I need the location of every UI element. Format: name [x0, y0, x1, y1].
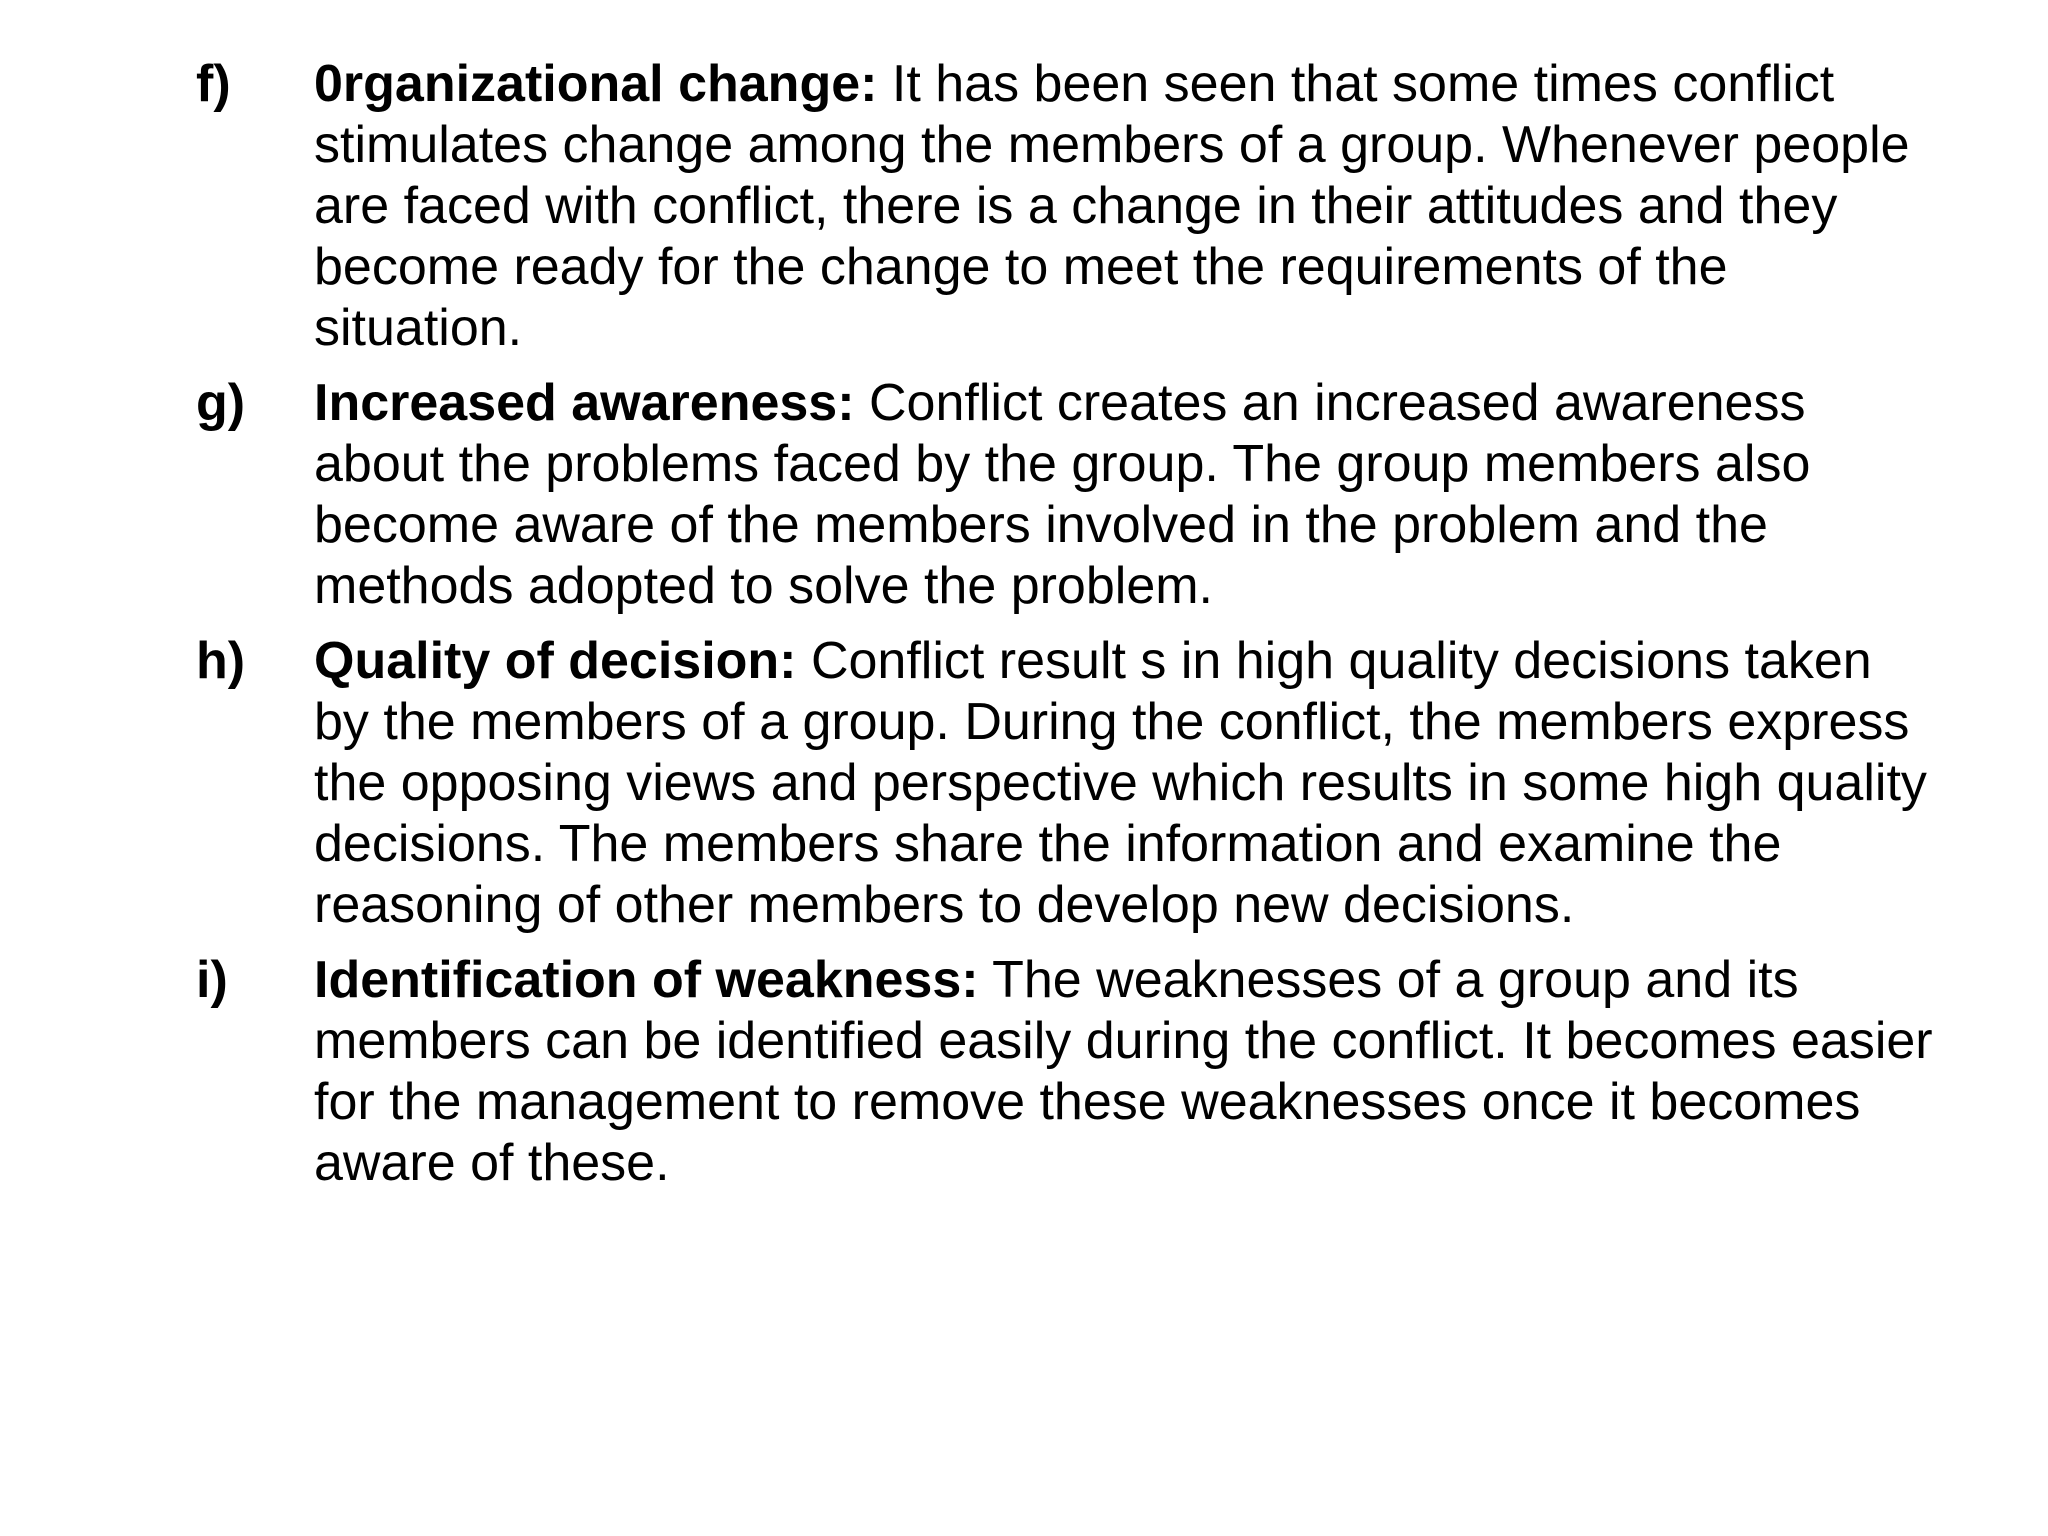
- item-description: The weaknesses of a group and its members can be identified easily during the conflict. It becomes easier for the management to remove these weaknesses once it becomes aware of these.: [314, 951, 1933, 1192]
- list-marker: h): [196, 632, 246, 690]
- item-description: Conflict result s in high quality decisions taken by the members of a group. During the conflict, the members express the opposing views and perspective which results in some high quality decisions. The members share the information and examine the reasoning of other members to develop new decisions.: [314, 632, 1927, 934]
- item-description: It has been seen that some times conflict stimulates change among the members of a group. Whenever people are faced with conflict, there is a change in their attitudes and they become ready for the change to meet the requirements of the situation.: [314, 55, 1910, 357]
- list-item: [196, 54, 1936, 359]
- bullet-list: [196, 54, 1936, 1208]
- list-item: [196, 373, 1936, 617]
- list-marker: f): [196, 55, 231, 113]
- item-term: Increased awareness:: [314, 374, 855, 432]
- item-term: Quality of decision:: [314, 632, 797, 690]
- list-marker: g): [196, 374, 246, 432]
- item-term: 0rganizational change:: [314, 55, 878, 113]
- item-term: Identification of weakness:: [314, 951, 979, 1009]
- list-marker: i): [196, 951, 228, 1009]
- list-item: [196, 950, 1936, 1194]
- item-description: Conflict creates an increased awareness about the problems faced by the group. The group members also become aware of the members involved in the problem and the methods adopted to solve the problem.: [314, 374, 1811, 615]
- list-item: [196, 631, 1936, 936]
